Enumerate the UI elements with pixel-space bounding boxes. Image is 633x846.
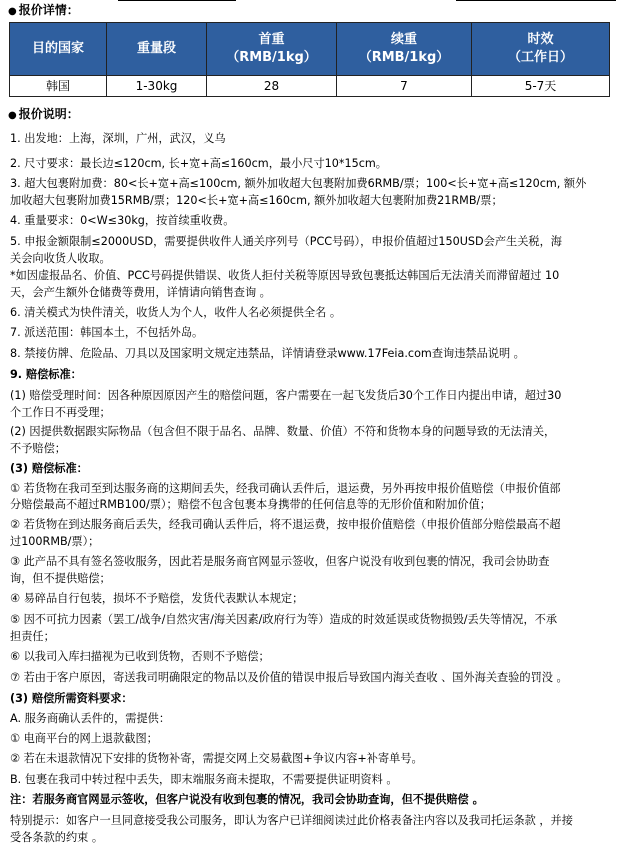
note-prohibited-items: 8. 禁接仿牌、危险品、刀具以及国家明文规定违禁品，详情请登录www.17Feia.com查询违禁品说明 。 [10,347,525,360]
table-row [10,76,610,97]
header-first-weight: 首重 （RMB/1kg） [207,23,337,76]
price-table-header-row [10,23,610,76]
section-notes-heading [8,106,79,124]
compensation-standard-heading: (3) 赔偿标准： [10,462,88,475]
documents-b: B. 包裹在我司中转过程中丢失，即末端服务商未提取，不需要提供证明资料 。 [10,773,398,786]
special-notice: 特别提示：如客户一旦同意接受我公司服务，即认为客户已详细阅读过此价格表备注内容以及我司托运条款 ，并接 [10,814,573,827]
note-origin: 1. 出发地：上海，深圳，广州，武汉，义乌 [10,132,226,145]
standard-item-4: ④ 易碎品自行包装，损坏不予赔偿，发货代表默认本规定； [10,592,304,605]
note-signature: 注：若服务商官网显示签收，但客户说没有收到包裹的情况，我司会协助查询，但不提供赔偿 。 [10,793,484,806]
documents-a-1: ① 电商平台的网上退款截图； [10,732,158,745]
claim-time-cont: 个工作日不再受理； [10,406,111,419]
cell-destination: 韩国 [10,76,107,97]
note-oversize-fee: 3. 超大包裹附加费：80<长+宽+高≤100cm, 额外加收超大包裹附加费6RMB/票；100<长+宽+高≤120cm, 额外 [10,177,587,190]
bullet-icon: ● [8,110,17,121]
special-notice-cont: 受各条款的约束 。 [10,831,104,844]
standard-item-5: ⑤ 因不可抗力因素（罢工/战争/自然灾害/海关因素/政府行为等）造成的时效延误或货物损毁/丢失等情况，不承 [10,613,558,626]
note-delivery-area: 7. 派送范围：韩国本土，不包括外岛。 [10,326,204,339]
header-additional-weight: 续重 （RMB/1kg） [337,23,472,76]
note-declared-value: 5. 申报金额限制≤2000USD，需要提供收件人通关序列号（PCC号码），申报价值超过150USD会产生关税，海 [10,235,562,248]
note-declared-value-cont: 关会向收货人收取。 [10,252,111,265]
header-transit-time: 时效 （工作日） [472,23,610,76]
note-storage-warning: *如因虚报品名、价值、PCC号码提供错误、收货人拒付关税等原因导致包裹抵达韩国后无法清关而滞留超过 10 [10,269,560,282]
note-clearance-mode: 6. 清关模式为快件清关，收货人为个人，收件人名必须提供全名 。 [10,306,342,319]
documents-a: A. 服务商确认丢件的，需提供： [10,712,171,725]
data-mismatch: (2) 因提供数据跟实际物品（包含但不限于品名、品牌、数量、价值）不符和货物本身的问题导致的无法清关， [10,425,556,438]
bullet-icon: ● [8,6,17,17]
cell-transit-time: 5-7天 [472,76,610,97]
note-storage-warning-cont: 天，会产生额外仓储费等费用，详情请向销售查询 。 [10,286,271,299]
cell-additional-weight: 7 [337,76,472,97]
note-oversize-fee-cont: 加收超大包裹附加费15RMB/票；120<长+宽+高≤160cm, 额外加收超大包裹附加费21RMB/票； [10,194,503,207]
header-weight-range: 重量段 [107,23,207,76]
standard-item-2-cont: 过100RMB/票）； [10,535,100,548]
section-price-heading [8,2,79,20]
top-rule-right [456,0,616,1]
standard-item-2: ② 若货物在到达服务商后丢失，经我司确认丢件后，将不退运费，按申报价值赔偿（申报价值部分赔偿最高不超 [10,518,561,531]
section-price-title: 报价详情： [18,3,79,17]
data-mismatch-cont: 不予赔偿； [10,442,66,455]
compensation-heading: 9. 赔偿标准： [10,368,82,381]
documents-a-2: ② 若在未退款情况下安排的货物补寄，需提交网上交易截图+争议内容+补寄单号。 [10,752,423,765]
section-notes-title: 报价说明： [18,107,79,121]
cell-first-weight: 28 [207,76,337,97]
standard-item-7: ⑦ 若由于客户原因，寄送我司明确限定的物品以及价值的错误申报后导致国内海关查收 、国外海关查验的罚没 。 [10,671,568,684]
price-table [9,22,610,97]
cell-weight-range: 1-30kg [107,76,207,97]
header-destination: 目的国家 [10,23,107,76]
standard-item-3-cont: 询，但不提供赔偿； [10,572,111,585]
standard-item-3: ③ 此产品不具有签名签收服务，因此若是服务商官网显示签收，但客户说没有收到包裹的情况，我司会协助查 [10,555,550,568]
standard-item-5-cont: 担责任； [10,630,55,643]
claim-time: (1) 赔偿受理时间：因各种原因原因产生的赔偿问题，客户需要在一起飞发货后30个工作日内提出申请，超过30 [10,389,562,402]
standard-item-1-cont: 分赔偿最高不超过RMB100/票）；赔偿不包含包裹本身携带的任何信息等的无形价值和附加价值； [10,498,491,511]
note-size: 2. 尺寸要求：最长边≤120cm, 长+宽+高≤160cm，最小尺寸10*15cm。 [10,157,387,170]
required-documents-heading: (3) 赔偿所需资料要求： [10,692,133,705]
note-weight: 4. 重量要求：0<W≤30kg，按首续重收费。 [10,214,235,227]
top-rule-left [118,0,236,1]
standard-item-6: ⑥ 以我司入库扫描视为已收到货物，否则不予赔偿； [10,650,270,663]
standard-item-1: ① 若货物在我司至到达服务商的这期间丢失，经我司确认丢件后，退运费，另外再按申报价值赔偿（申报价值部 [10,482,561,495]
